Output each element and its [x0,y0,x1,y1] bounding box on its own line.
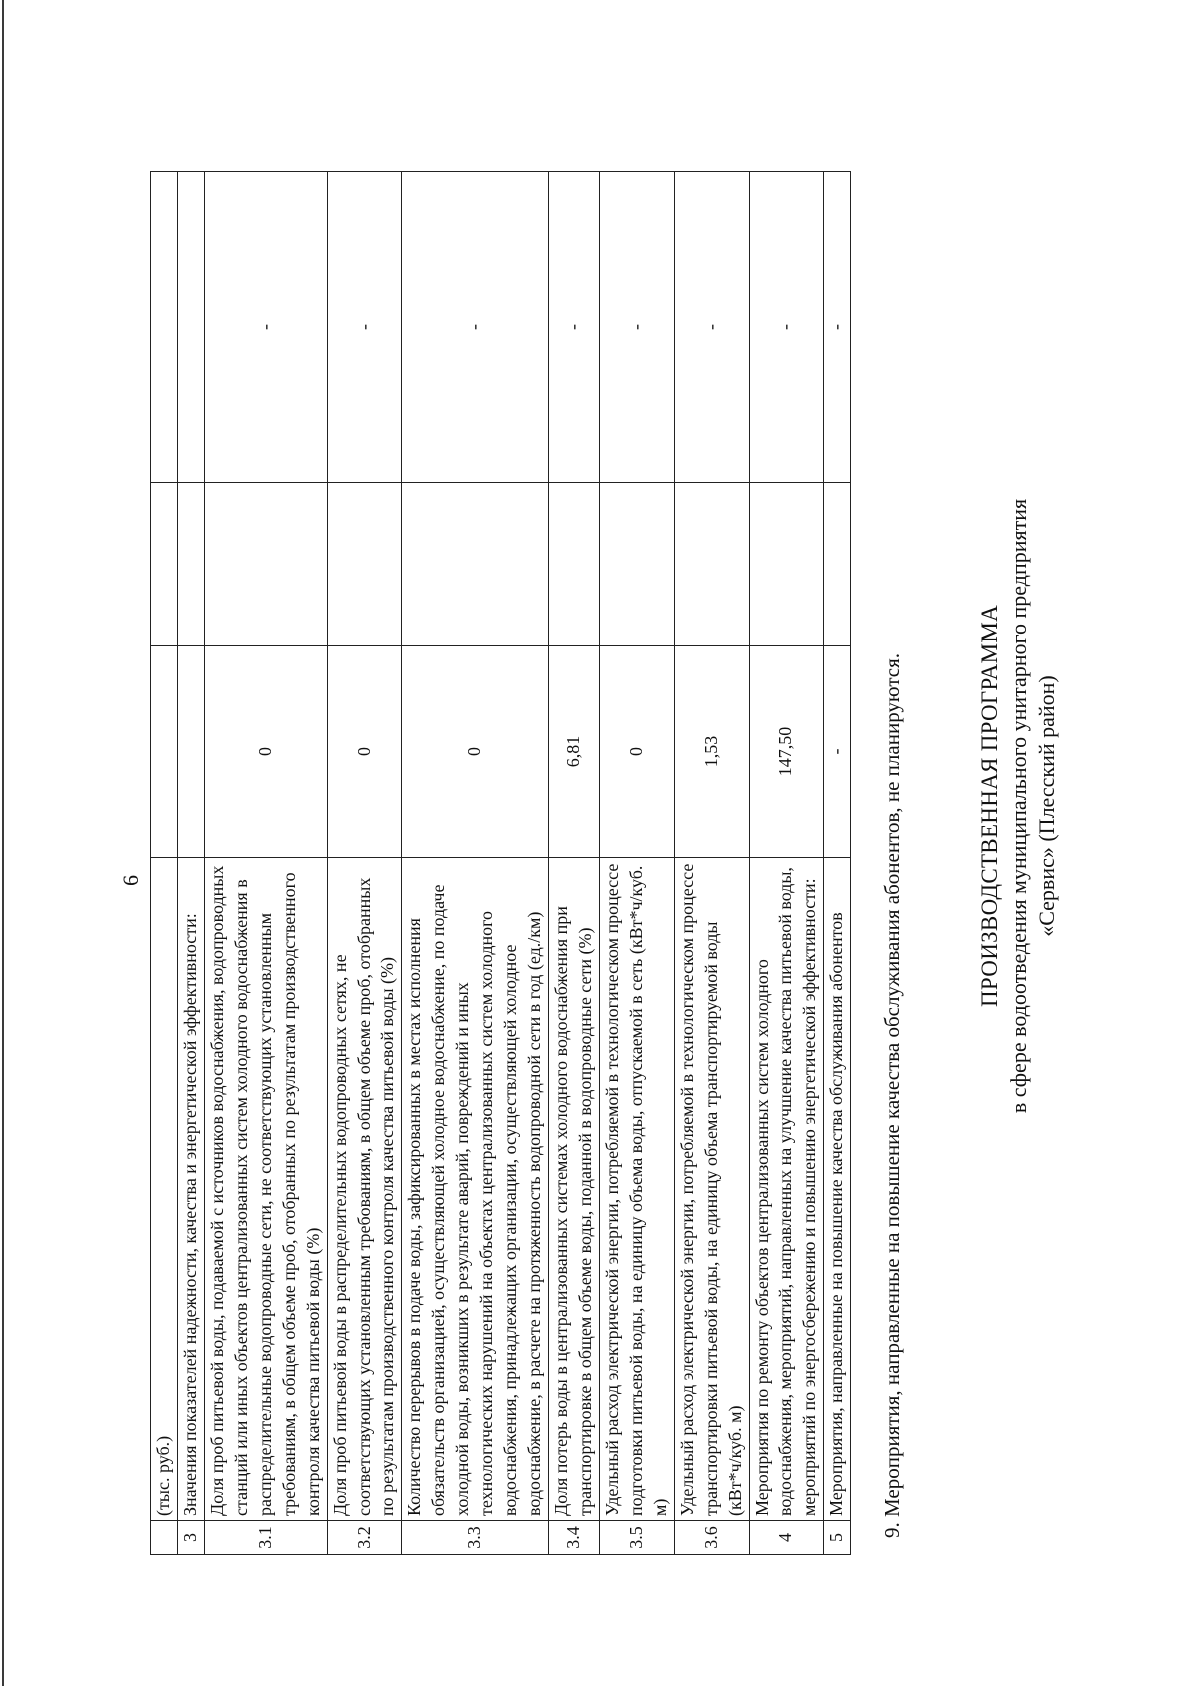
indicator-name: Мероприятия по ремонту объектов централизованных систем холодного водоснабжения, мероприятий, направленных на улучшение качества питьевой воды, мероприятий по энергосбережению и повышению энергетической эффективности: [749,858,824,1521]
indicator-value: 0 [599,646,674,858]
indicator-extra-value: - [824,172,851,483]
indicators-table [150,171,851,1555]
indicator-value: 0 [204,646,327,858]
table-row [204,172,327,1555]
table-row [599,172,674,1555]
row-number: 3.3 [402,1521,549,1555]
indicator-extra-value: - [327,172,402,483]
indicator-name: Доля проб питьевой воды в распределительных водопроводных сетях, не соответствующих установленным требованиям, в общем объеме проб, отобранных по результатам производственного контроля качества питьевой воды (%) [327,858,402,1521]
indicator-extra-value: - [674,172,749,483]
indicator-extra-value: - [549,172,600,483]
program-subtitle-line-1: в сфере водоотведения муниципального унитарного предприятия [1005,498,1031,1114]
table-row [824,172,851,1555]
indicator-name: Мероприятия, направленные на повышение качества обслуживания абонентов [824,858,851,1521]
indicator-value: 147,50 [749,646,824,858]
table-row [402,172,549,1555]
table-row [674,172,749,1555]
row-number: 5 [824,1521,851,1555]
row-number: 4 [749,1521,824,1555]
indicator-value: 0 [402,646,549,858]
row-number: 3.2 [327,1521,402,1555]
row-number: 3.4 [549,1521,600,1555]
indicator-value: 0 [327,646,402,858]
empty-cell [402,483,549,646]
indicator-name: Доля проб питьевой воды, подаваемой с источников водоснабжения, водопроводных станций или иных объектов централизованных систем холодного водоснабжения в распределительные водопроводные сети, не соответствующих установленным требованиям, в общем объеме проб, отобранных по результатам производственного контроля качества питьевой воды (%) [204,858,327,1521]
empty-cell [204,483,327,646]
section-9-text: 9. Мероприятия, направленные на повышение качества обслуживания абонентов, не планируются. [880,653,904,1538]
indicator-value: - [824,646,851,858]
row-number [151,1521,178,1555]
indicator-extra-value [177,172,204,483]
indicator-extra-value: - [204,172,327,483]
indicator-extra-value [151,172,178,483]
row-number: 3.5 [599,1521,674,1555]
program-subtitle-line-2: «Сервис» (Плесский район) [1034,675,1060,937]
empty-cell [674,483,749,646]
table-row [327,172,402,1555]
indicator-name: Удельный расход электрической энергии, потребляемой в технологическом процессе транспортировки питьевой воды, на единицу объема транспортируемой воды (кВт*ч/куб. м) [674,858,749,1521]
indicator-extra-value: - [402,172,549,483]
indicator-name: Доля потерь воды в централизованных системах холодного водоснабжения при транспортировке в общем объеме воды, поданной в водопроводные сети (%) [549,858,600,1521]
empty-cell [327,483,402,646]
page-number: 6 [118,875,143,886]
row-number: 3.1 [204,1521,327,1555]
indicator-name: Значения показателей надежности, качества и энергетической эффективности: [177,858,204,1521]
row-number: 3 [177,1521,204,1555]
table-row [549,172,600,1555]
indicator-value [151,646,178,858]
indicator-extra-value: - [599,172,674,483]
empty-cell [599,483,674,646]
indicator-value: 6,81 [549,646,600,858]
table-row [151,172,178,1555]
empty-cell [749,483,824,646]
program-heading [975,426,1062,1186]
empty-cell [151,483,178,646]
table-row [749,172,824,1555]
indicator-name: (тыс. руб.) [151,858,178,1521]
indicator-value [177,646,204,858]
indicator-name: Количество перерывов в подаче воды, зафиксированных в местах исполнения обязательств организацией, осуществляющей холодное водоснабжение, по подаче холодной воды, возникших в результате аварий, повреждений и иных технологических нарушений на объектах централизованных систем холодного водоснабжения, принадлежащих организации, осуществляющей холодное водоснабжение, в расчете на протяженность водопроводной сети в год (ед./км) [402,858,549,1521]
row-number: 3.6 [674,1521,749,1555]
empty-cell [824,483,851,646]
empty-cell [177,483,204,646]
table-row [177,172,204,1555]
indicator-value: 1,53 [674,646,749,858]
indicator-name: Удельный расход электрической энергии, потребляемой в технологическом процессе подготовки питьевой воды, на единицу объема воды, отпускаемой в сеть (кВт*ч/куб. м) [599,858,674,1521]
empty-cell [549,483,600,646]
program-title: ПРОИЗВОДСТВЕННАЯ ПРОГРАММА [977,605,1002,1007]
indicator-extra-value: - [749,172,824,483]
